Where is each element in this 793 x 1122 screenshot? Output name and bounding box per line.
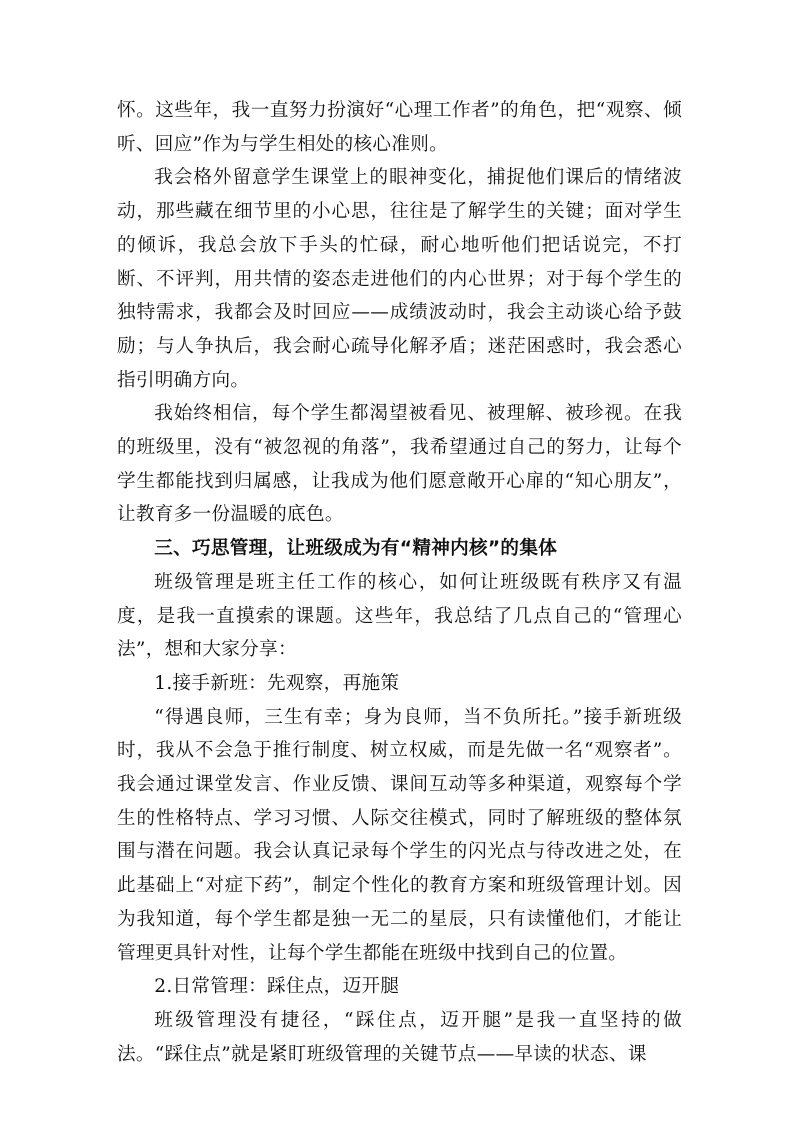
paragraph-daily-management: 班级管理没有捷径，“踩住点，迈开腿”是我一直坚持的做法。“踩住点”就是紧盯班级管理的关键节点——早读的状态、课 [117,1009,682,1065]
section-heading-three: 三、巧思管理，让班级成为有“精神内核”的集体 [154,538,558,560]
paragraph-belief: 我始终相信，每个学生都渴望被看见、被理解、被珍视。在我的班级里，没有“被忽视的角落”，我希望通过自己的努力，让每个学生都能找到归属感，让我成为他们愿意敞开心扉的“知心朋友”，让教育多一份温暖的底色。 [117,403,682,526]
paragraph-class-management-intro: 班级管理是班主任工作的核心，如何让班级既有秩序又有温度，是我一直摸索的课题。这些年，我总结了几点自己的“管理心法”，想和大家分享： [117,571,682,661]
paragraph-continuation: 怀。这些年，我一直努力扮演好“心理工作者”的角色，把“观察、倾听、回应”作为与学生相处的核心准则。 [117,100,682,155]
subheading-new-class: 1.接手新班：先观察，再施策 [154,672,400,694]
paragraph-new-class: “得遇良师，三生有幸；身为良师，当不负所托。”接手新班级时，我从不会急于推行制度、树立权威，而是先做一名“观察者”。我会通过课堂发言、作业反馈、课间互动等多种渠道，观察每个学生的性格特点、学习习惯、人际交往模式，同时了解班级的整体氛围与潜在问题。我会认真记录每个学生的闪光点与待改进之处，在此基础上“对症下药”，制定个性化的教育方案和班级管理计划。因为我知道，每个学生都是独一无二的星辰，只有读懂他们，才能让管理更具针对性，让每个学生都能在班级中找到自己的位置。 [117,706,682,964]
document-page [117,94,682,1071]
paragraph-observe-listen-respond: 我会格外留意学生课堂上的眼神变化，捕捉他们课后的情绪波动，那些藏在细节里的小心思，往往是了解学生的关键；面对学生的倾诉，我总会放下手头的忙碌，耐心地听他们把话说完，不打断、不评判，用共情的姿态走进他们的内心世界；对于每个学生的独特需求，我都会及时回应——成绩波动时，我会主动谈心给予鼓励；与人争执后，我会耐心疏导化解矛盾；迷茫困惑时，我会悉心指引明确方向。 [117,167,682,391]
subheading-daily-management: 2.日常管理：踩住点，迈开腿 [154,976,400,998]
